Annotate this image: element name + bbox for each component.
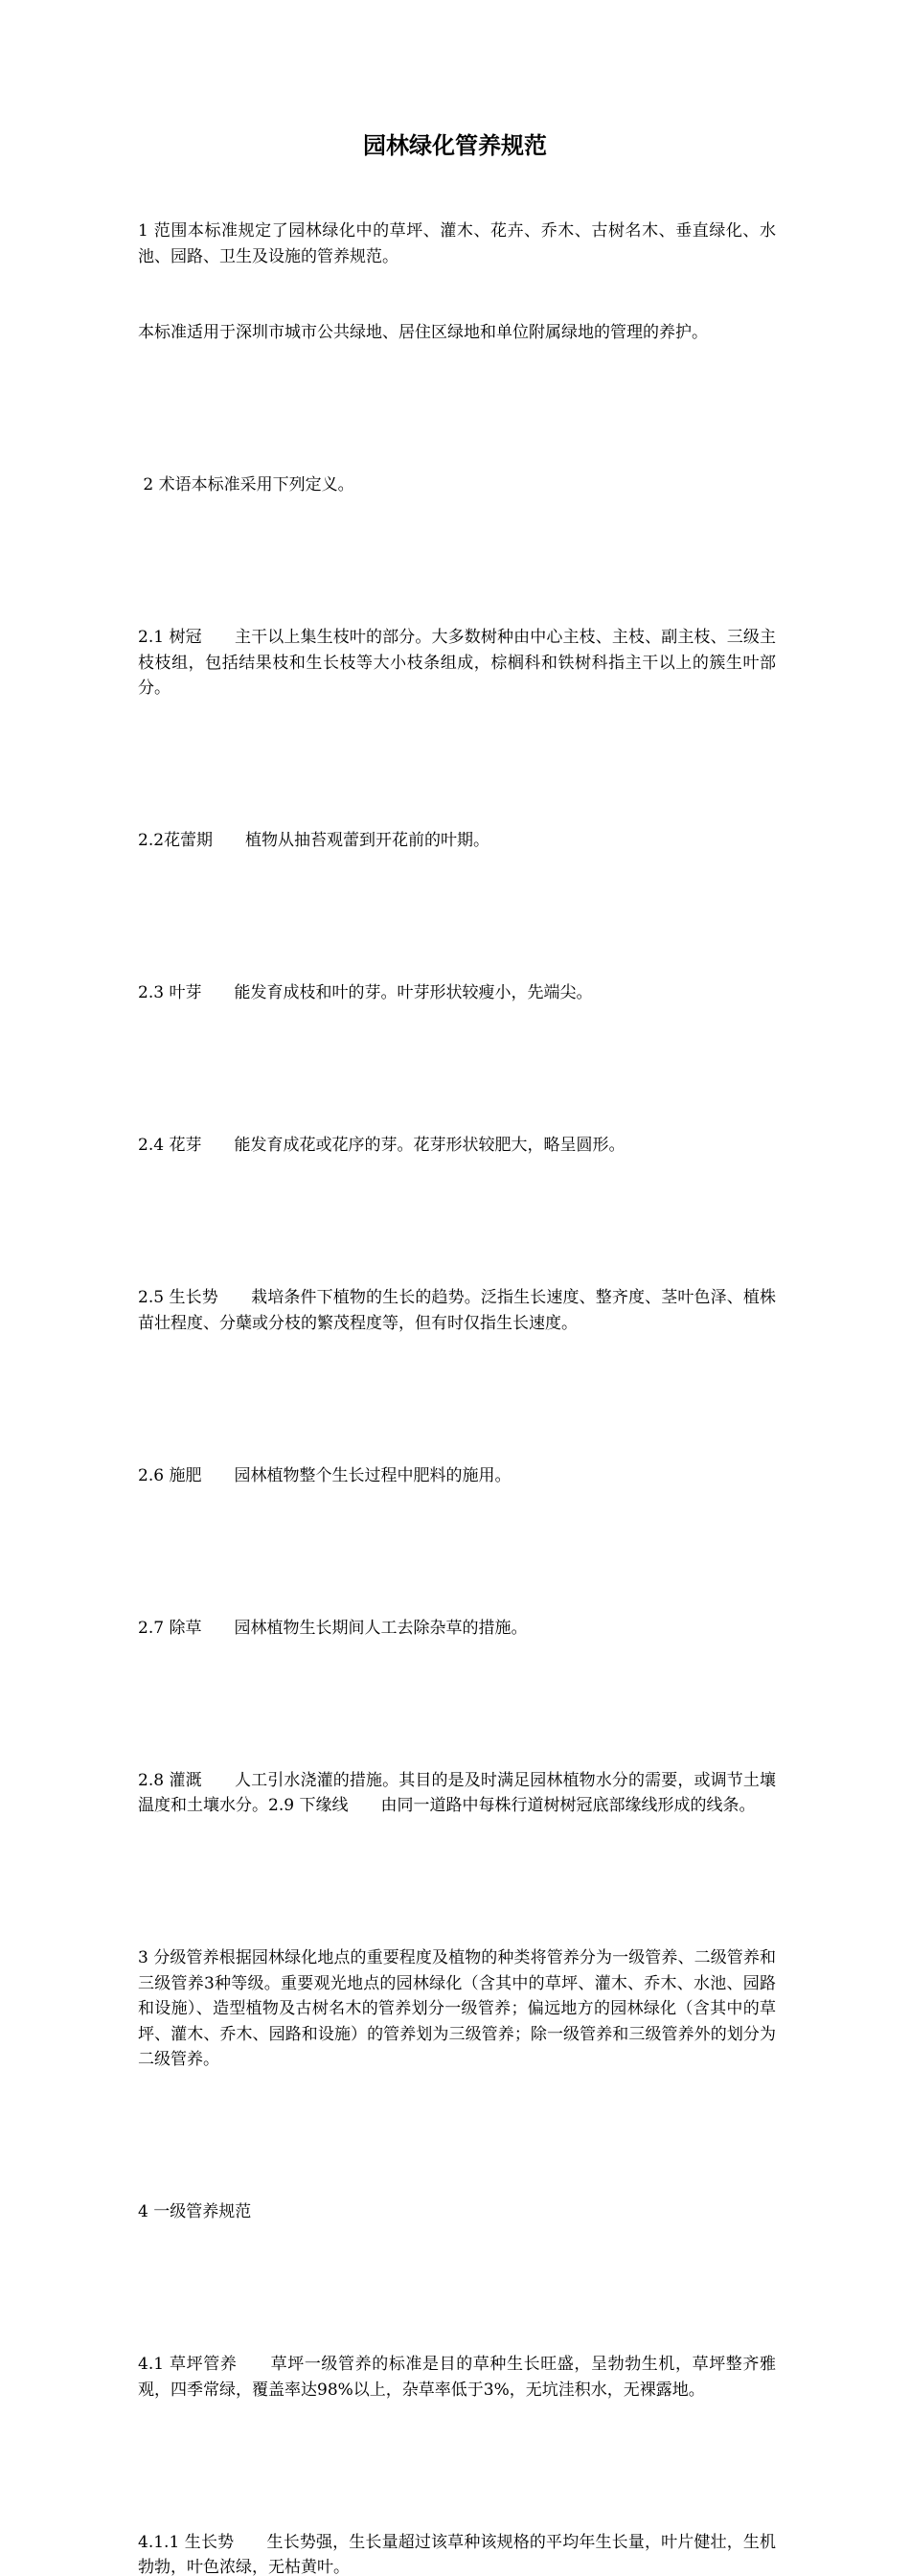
paragraph-crown: 2.1 树冠 主干以上集生枝叶的部分。大多数树种由中心主枝、主枝、副主枝、三级主枝枝组，包括结果枝和生长枝等大小枝条组成，棕榈科和铁树科指主干以上的簇生叶部分。 (138, 625, 776, 702)
page-title: 园林绿化管养规范 (0, 130, 910, 161)
spacer (138, 2124, 776, 2150)
paragraph-growth-strength: 4.1.1 生长势 生长势强，生长量超过该草种该规格的平均年生长量，叶片健壮，生机勃勃，叶色浓绿，无枯黄叶。 (138, 2530, 776, 2576)
spacer (138, 2276, 776, 2302)
paragraph-leaf-bud: 2.3 叶芽 能发育成枝和叶的芽。叶芽形状较瘦小，先端尖。 (138, 980, 776, 1006)
spacer (138, 549, 776, 575)
paragraph-irrigation: 2.8 灌溉 人工引水浇灌的措施。其目的是及时满足园林植物水分的需要，或调节土壤温度和土壤水分。2.9 下缘线 由同一道路中每株行道树树冠底部缘线形成的线条。 (138, 1768, 776, 1819)
spacer (138, 2453, 776, 2479)
document-body (138, 168, 776, 2576)
paragraph-applicability: 本标准适用于深圳市城市公共绿地、居住区绿地和单位附属绿地的管理的养护。 (138, 320, 776, 346)
spacer (138, 1057, 776, 1083)
paragraph-growth-vigor: 2.5 生长势 栽培条件下植物的生长的趋势。泛指生长速度、整齐度、茎叶色泽、植株苗壮程度、分蘖或分枝的繁茂程度等，但有时仅指生长速度。 (138, 1285, 776, 1336)
paragraph-level-one: 4 一级管养规范 (138, 2199, 776, 2225)
paragraph-scope: 1 范围本标准规定了园林绿化中的草坪、灌木、花卉、乔木、古树名木、垂直绿化、水池、园路、卫生及设施的管养规范。 (138, 218, 776, 269)
paragraph-fertilization: 2.6 施肥 园林植物整个生长过程中肥料的施用。 (138, 1463, 776, 1489)
spacer (138, 905, 776, 931)
paragraph-lawn-care: 4.1 草坪管养 草坪一级管养的标准是目的草种生长旺盛，呈勃勃生机，草坪整齐雅观，四季常绿，覆盖率达98%以上，杂草率低于3%，无坑洼积水，无裸露地。 (138, 2352, 776, 2403)
paragraph-grading: 3 分级管养根据园林绿化地点的重要程度及植物的种类将管养分为一级管养、二级管养和三级管养3种等级。重要观光地点的园林绿化（含其中的草坪、灌木、乔木、水池、园路和设施）、造型植物及古树名木的管养划分一级管养；偏远地方的园林绿化（含其中的草坪、灌木、乔木、园路和设施）的管养划为三级管养；除一级管养和三级管养外的划分为二级管养。 (138, 1945, 776, 2073)
spacer (138, 1209, 776, 1235)
spacer (138, 1870, 776, 1896)
paragraph-flower-bud: 2.4 花芽 能发育成花或花序的芽。花芽形状较肥大，略呈圆形。 (138, 1133, 776, 1159)
spacer (138, 1691, 776, 1717)
spacer (138, 1387, 776, 1413)
paragraph-weeding: 2.7 除草 园林植物生长期间人工去除杂草的措施。 (138, 1616, 776, 1642)
paragraph-bud-stage: 2.2花蕾期 植物从抽苔观蕾到开花前的叶期。 (138, 828, 776, 854)
spacer (138, 397, 776, 423)
spacer (138, 752, 776, 778)
spacer (138, 1539, 776, 1565)
paragraph-terms: 2 术语本标准采用下列定义。 (138, 472, 776, 498)
